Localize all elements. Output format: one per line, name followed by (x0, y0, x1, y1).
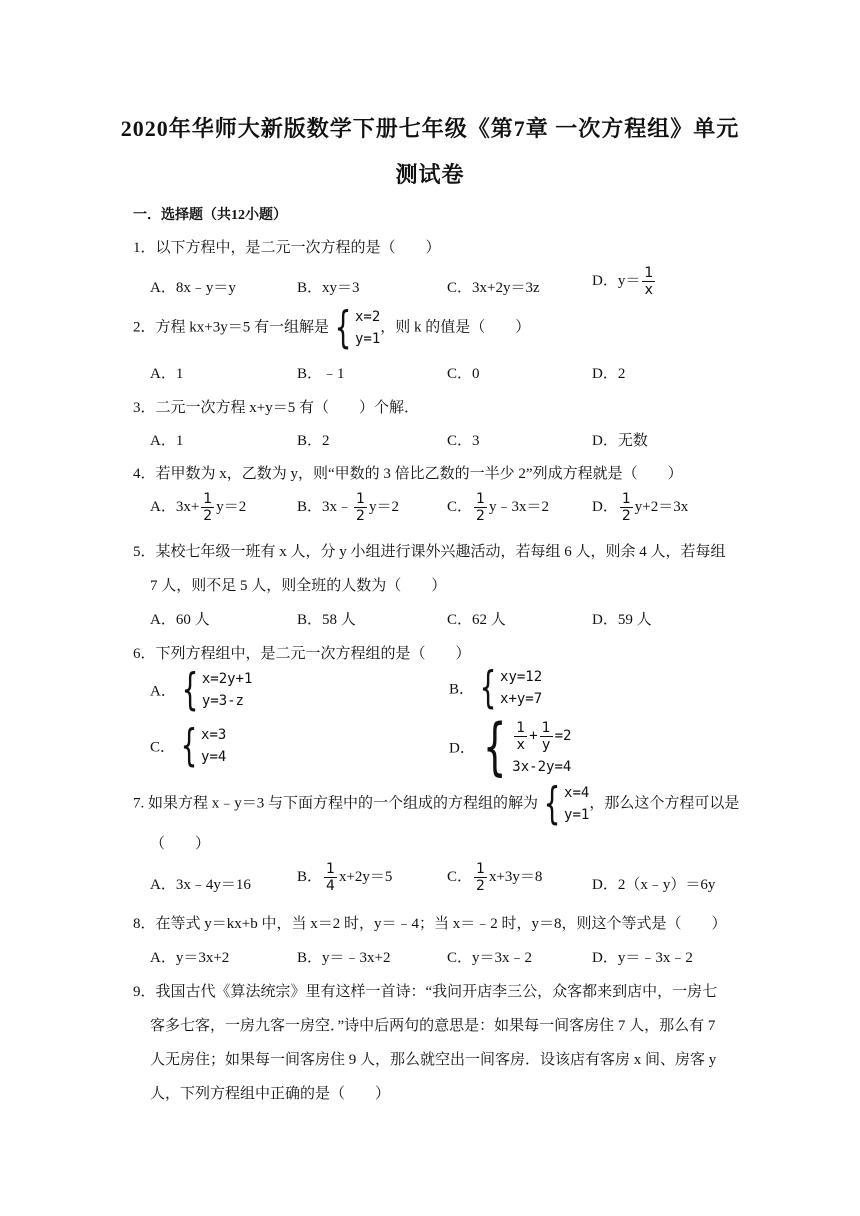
q8-option-d: D．y＝﹣3x﹣2 (592, 950, 693, 966)
brace-icon: { (543, 778, 561, 829)
option-text: x+2y＝5 (338, 868, 393, 885)
option-text: D． (592, 498, 618, 515)
q3-option-d: D．无数 (592, 433, 648, 449)
fraction-denominator: 4 (326, 878, 335, 894)
system-row: xy=12 (500, 669, 543, 685)
fraction-numerator: 1 (516, 719, 526, 736)
fraction-denominator: 2 (356, 508, 365, 524)
question-2-stem (133, 302, 531, 353)
fraction-numerator: 1 (621, 491, 631, 507)
q5-option-b: B．58 人 (297, 612, 356, 628)
fraction-denominator: 2 (203, 508, 213, 524)
option-text: A．3x+ (150, 498, 200, 515)
system-row: x+y=7 (500, 691, 543, 707)
option-label: B． (449, 681, 475, 698)
equation-system (176, 664, 253, 715)
fraction-denominator: x (516, 736, 525, 753)
q2-option-b: B．﹣1 (297, 366, 345, 382)
fraction (642, 266, 655, 297)
q1-option-a: A．8x﹣y＝y (150, 280, 236, 296)
q5-option-d: D．59 人 (592, 612, 652, 628)
question-9-line1: 9．我国古代《算法统宗》里有这样一首诗：“我问开店李三公，众客都来到店中，一房七 (133, 984, 718, 1000)
section-heading: 一．选择题（共12小题） (133, 208, 287, 223)
fraction (540, 721, 553, 752)
option-text: y＝2 (368, 498, 399, 515)
q6-option-b (449, 662, 543, 713)
system-row: y=1 (564, 807, 590, 823)
q1-option-d-prefix: D．y＝ (592, 272, 641, 289)
q1-option-c: C．3x+2y＝3z (447, 280, 540, 296)
option-text: x+3y＝8 (488, 868, 543, 885)
q5-option-a: A．60 人 (150, 612, 210, 628)
system-row: x=2y+1 (201, 671, 253, 687)
question-7-stem (133, 778, 740, 829)
question-8-stem: 8．在等式 y＝kx+b 中，当 x＝2 时，y＝﹣4；当 x＝﹣2 时，y＝8，则这个等式是（ ） (133, 916, 727, 932)
q3-option-a: A．1 (150, 433, 184, 449)
question-7-stem-line2: （ ） (150, 836, 211, 852)
option-text: C． (447, 498, 473, 515)
q8-option-c: C．y＝3x﹣2 (447, 950, 533, 966)
question-5-stem-line1: 5．某校七年级一班有 x 人，分 y 小组进行课外兴趣活动，若每组 6 人，则余 4 人，若每组 (133, 544, 726, 560)
q7-option-a: A．3x﹣4y＝16 (150, 877, 251, 893)
question-1-stem: 1．以下方程中，是二元一次方程的是（ ） (133, 240, 441, 256)
document-title-line2: 测试卷 (395, 162, 465, 187)
q7-stem-pre: 7. 如果方程 x﹣y＝3 与下面方程中的一个组成的方程组的解为 (133, 795, 539, 812)
q4-option-a (150, 492, 246, 523)
brace-icon: { (181, 664, 199, 715)
q4-option-b (297, 492, 399, 523)
option-text: y+2＝3x (634, 498, 689, 515)
fraction-numerator: 1 (476, 491, 485, 507)
question-3-stem: 3．二元一次方程 x+y＝5 有（ ）个解． (133, 400, 419, 416)
option-text: B． (297, 868, 323, 885)
fraction-numerator: 1 (326, 861, 335, 877)
q1-option-d (592, 266, 657, 297)
q4-option-d (592, 492, 688, 523)
q2-option-a: A．1 (150, 366, 184, 382)
option-text: y﹣3x＝2 (488, 498, 549, 515)
system-row: y=3-z (201, 693, 244, 709)
q3-option-c: C．3 (447, 433, 480, 449)
equation-system (538, 778, 590, 829)
equals-value: =2 (554, 728, 572, 744)
equation-system (474, 662, 543, 713)
option-label: C． (150, 739, 176, 756)
plus-sign: + (529, 728, 538, 744)
equation-system (175, 720, 227, 771)
fraction (474, 492, 487, 523)
q8-option-a: A．y＝3x+2 (150, 950, 230, 966)
fraction (201, 492, 214, 523)
q3-option-b: B．2 (297, 433, 330, 449)
q7-option-d: D．2（x﹣y）＝6y (592, 877, 716, 893)
system-row: y=4 (201, 749, 227, 765)
q6-option-a (150, 664, 253, 715)
fraction-numerator: 1 (356, 491, 365, 507)
q6-option-d (449, 710, 572, 783)
q7-option-c (447, 862, 542, 893)
fraction-numerator: 1 (541, 719, 551, 736)
brace-icon: { (180, 720, 198, 771)
fraction-denominator: 2 (476, 878, 485, 894)
equation-system (475, 710, 572, 783)
question-9-line2: 客多七客，一房九客一房空．”诗中后两句的意思是：如果每一间客房住 7 人，那么有 7 (150, 1018, 716, 1034)
q6-option-c (150, 720, 227, 771)
option-label: A． (150, 683, 176, 700)
q1-option-b: B．xy＝3 (297, 280, 360, 296)
q7-stem-post: ，那么这个方程可以是 (589, 795, 740, 812)
question-4-stem: 4．若甲数为 x，乙数为 y，则“甲数的 3 倍比乙数的一半少 2”列成方程就是（ ） (133, 466, 683, 482)
q8-option-b: B．y＝﹣3x+2 (297, 950, 391, 966)
q5-option-c: C．62 人 (447, 612, 506, 628)
system-row: x=2 (354, 309, 381, 325)
question-5-stem-line2: 7 人，则不足 5 人，则全班的人数为（ ） (150, 578, 447, 594)
option-label: D． (449, 740, 475, 757)
system-row: 3x-2y=4 (512, 759, 572, 775)
question-9-line3: 人无房住；如果每一间客房住 9 人，那么就空出一间客房．设该店有客房 x 间、房客 y (150, 1052, 717, 1068)
q2-stem-pre: 2．方程 kx+3y＝5 有一组解是 (133, 319, 329, 336)
document-title-line1: 2020年华师大新版数学下册七年级《第7章 一次方程组》单元 (120, 116, 740, 141)
fraction-denominator: x (644, 282, 653, 298)
equation-system (329, 302, 381, 353)
option-text: y＝2 (216, 498, 247, 515)
fraction (354, 492, 367, 523)
fraction-numerator: 1 (644, 265, 654, 281)
option-text: C． (447, 868, 473, 885)
system-row: y=1 (354, 331, 381, 347)
brace-icon: { (479, 662, 497, 713)
brace-icon: { (482, 710, 507, 783)
fraction-denominator: 2 (621, 508, 631, 524)
q2-stem-post: ，则 k 的值是（ ） (380, 319, 531, 336)
question-9-line4: 人，下列方程组中正确的是（ ） (150, 1086, 391, 1102)
q7-option-b (297, 862, 392, 893)
question-6-stem: 6．下列方程组中，是二元一次方程组的是（ ） (133, 646, 471, 662)
fraction (324, 862, 337, 893)
fraction (474, 862, 487, 893)
option-text: B．3x﹣ (297, 498, 353, 515)
q4-option-c (447, 492, 549, 523)
system-row (512, 716, 571, 756)
fraction (620, 492, 633, 523)
q2-option-c: C．0 (447, 366, 480, 382)
fraction-numerator: 1 (203, 491, 213, 507)
system-row: x=3 (201, 727, 227, 743)
fraction-denominator: 2 (476, 508, 485, 524)
q2-option-d: D．2 (592, 366, 626, 382)
brace-icon: { (334, 302, 352, 353)
fraction-denominator: y (541, 736, 551, 753)
fraction (514, 721, 527, 752)
fraction-numerator: 1 (476, 861, 485, 877)
system-row: x=4 (564, 785, 590, 801)
